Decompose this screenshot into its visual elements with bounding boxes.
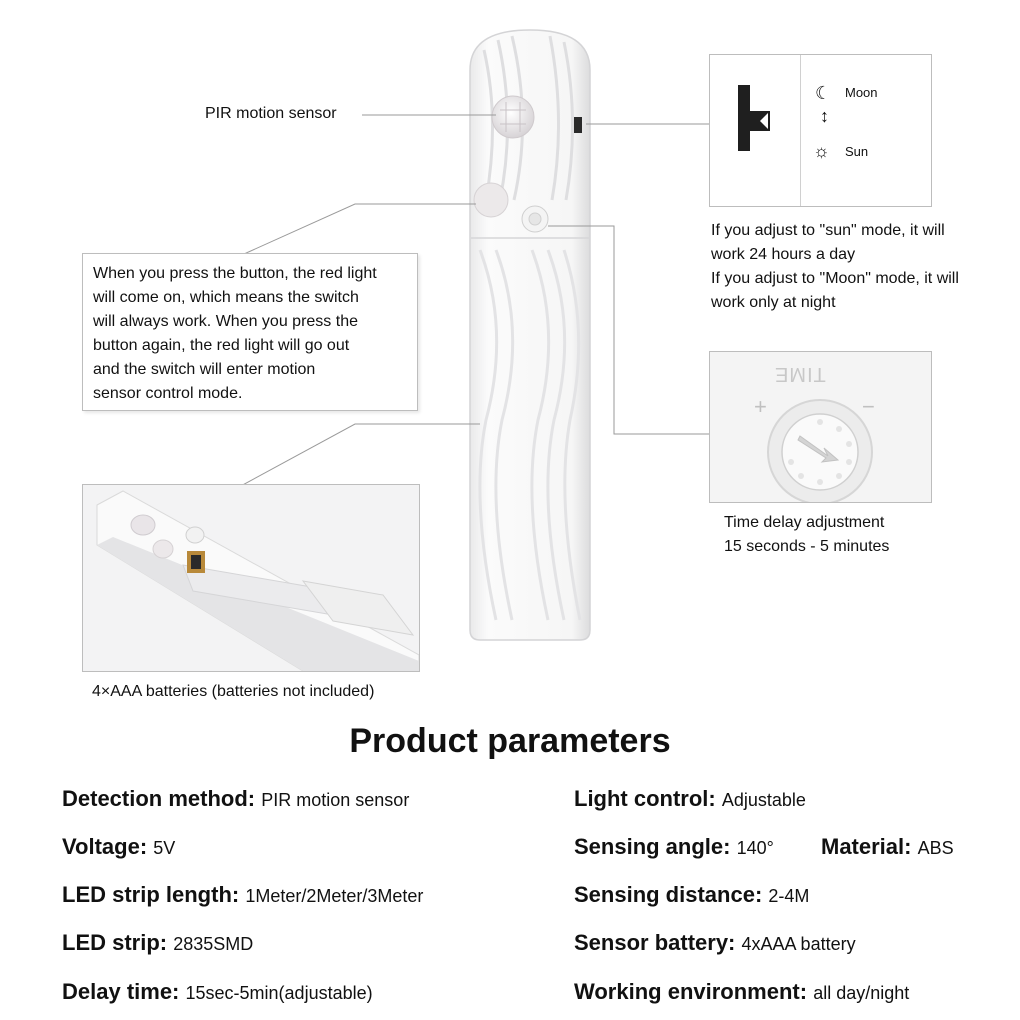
button-line: and the switch will enter motion xyxy=(93,361,316,378)
mode-line: If you adjust to "sun" mode, it will xyxy=(711,222,945,239)
spec-sensor-battery: Sensor battery: 4xAAA battery xyxy=(574,930,856,955)
mode-line: work only at night xyxy=(711,294,836,311)
sun-label: Sun xyxy=(845,144,869,159)
time-knob-box xyxy=(709,351,932,503)
spec-detection-method: Detection method: PIR motion sensor xyxy=(62,786,410,811)
spec-sensing-distance: Sensing distance: 2-4M xyxy=(574,882,810,907)
battery-photo-box xyxy=(82,484,420,672)
spec-sensing-angle: Sensing angle: 140° xyxy=(574,834,774,859)
button-line: sensor control mode. xyxy=(93,385,243,402)
battery-compartment-image xyxy=(83,485,419,671)
pir-lens xyxy=(492,96,534,138)
time-caption-line: Time delay adjustment xyxy=(724,514,885,531)
section-title: Product parameters xyxy=(349,722,671,760)
time-caption-line: 15 seconds - 5 minutes xyxy=(724,538,890,555)
button-line: When you press the button, the red light xyxy=(93,265,377,282)
button-description-box xyxy=(82,253,418,411)
spec-light-control: Light control: Adjustable xyxy=(574,786,806,811)
spec-voltage: Voltage: 5V xyxy=(62,834,176,859)
time-caption xyxy=(724,511,889,559)
switch-icon xyxy=(730,83,780,163)
mode-line: If you adjust to "Moon" mode, it will xyxy=(711,270,959,287)
mode-line: work 24 hours a day xyxy=(711,246,856,263)
updown-arrow-icon: ↕ xyxy=(820,106,829,126)
side-switch xyxy=(574,117,582,133)
button-line: will come on, which means the switch xyxy=(93,289,359,306)
time-dial xyxy=(760,388,880,502)
mode-button xyxy=(474,183,508,217)
spec-led-strip: LED strip: 2835SMD xyxy=(62,930,254,955)
moon-icon: ☾ xyxy=(815,83,832,103)
minus-mark: − xyxy=(862,394,875,419)
pir-label: PIR motion sensor xyxy=(205,105,337,122)
spec-led-strip-length: LED strip length: 1Meter/2Meter/3Meter xyxy=(62,882,424,907)
moon-label: Moon xyxy=(845,85,878,100)
spec-working-environment: Working environment: all day/night xyxy=(574,979,910,1004)
time-engraving: TIME xyxy=(774,363,826,385)
button-line: will always work. When you press the xyxy=(93,313,358,330)
spec-material: Material: ABS xyxy=(821,834,954,859)
sensor-device xyxy=(470,30,590,640)
plus-mark: + xyxy=(754,394,767,419)
battery-caption: 4×AAA batteries (batteries not included) xyxy=(92,683,375,700)
button-line: button again, the red light will go out xyxy=(93,337,350,354)
spec-delay-time: Delay time: 15sec-5min(adjustable) xyxy=(62,979,373,1004)
mode-description xyxy=(711,219,959,315)
sun-icon: ☼ xyxy=(813,141,830,161)
switch-detail-box xyxy=(709,54,932,207)
